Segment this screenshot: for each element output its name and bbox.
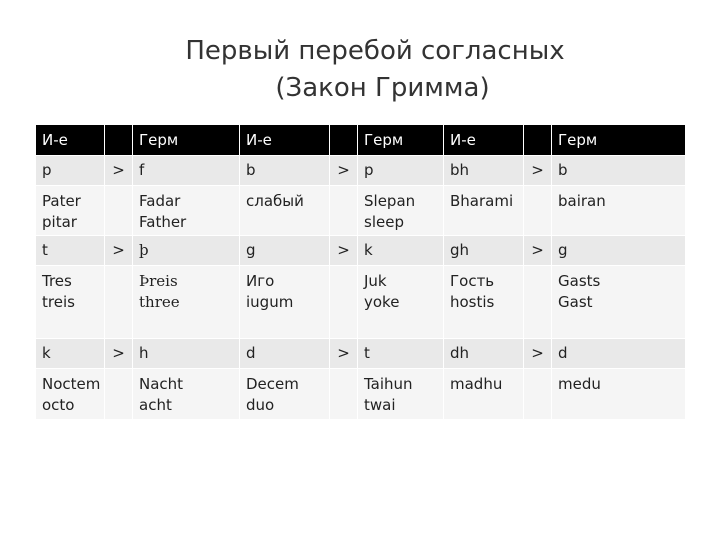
shift-arrow: > xyxy=(330,236,358,266)
example-word: Noctem xyxy=(42,375,101,393)
header-spacer xyxy=(330,125,358,156)
slide-title xyxy=(0,33,720,107)
example-word: medu xyxy=(558,375,601,393)
header-ie-2: И-е xyxy=(240,125,330,156)
example-word: Bharami xyxy=(450,192,514,210)
example-cell xyxy=(444,266,524,339)
example-word: hostis xyxy=(450,293,495,311)
germ-sound: h xyxy=(133,339,240,369)
example-cell xyxy=(358,266,444,339)
example-cell xyxy=(552,369,686,420)
example-cell xyxy=(240,266,330,339)
header-germ-3: Герм xyxy=(552,125,686,156)
ie-sound: b xyxy=(240,156,330,186)
ie-sound: bh xyxy=(444,156,524,186)
shift-arrow: > xyxy=(330,339,358,369)
example-cell xyxy=(133,266,240,339)
example-word: Þreis xyxy=(139,272,178,290)
germ-sound: t xyxy=(358,339,444,369)
sound-row-k xyxy=(36,339,686,369)
example-word: bairan xyxy=(558,192,606,210)
example-cell xyxy=(358,369,444,420)
example-word: iugum xyxy=(246,293,294,311)
example-cell xyxy=(133,369,240,420)
example-word: sleep xyxy=(364,213,404,231)
example-word: слабый xyxy=(246,192,304,210)
example-word: Taihun xyxy=(364,375,413,393)
header-spacer xyxy=(524,125,552,156)
example-cell xyxy=(36,266,105,339)
germ-sound: k xyxy=(358,236,444,266)
shift-arrow: > xyxy=(524,236,552,266)
example-word: octo xyxy=(42,396,75,414)
example-cell xyxy=(133,186,240,236)
title-line-2: (Закон Гримма) xyxy=(275,73,490,103)
header-spacer xyxy=(105,125,133,156)
example-word: Гость xyxy=(450,272,495,290)
example-word: madhu xyxy=(450,375,503,393)
sound-row-p xyxy=(36,156,686,186)
example-row-k xyxy=(36,369,686,420)
ie-sound: k xyxy=(36,339,105,369)
header-ie-1: И-е xyxy=(36,125,105,156)
example-row-t xyxy=(36,266,686,339)
example-cell xyxy=(36,186,105,236)
shift-arrow: > xyxy=(524,156,552,186)
example-word: Иго xyxy=(246,272,275,290)
germ-sound: f xyxy=(133,156,240,186)
example-word: Slepan xyxy=(364,192,416,210)
ie-sound: dh xyxy=(444,339,524,369)
example-word: Tres xyxy=(42,272,72,290)
title-line-1: Первый перебой согласных xyxy=(185,36,565,66)
example-word: Juk xyxy=(364,272,387,290)
ie-sound: p xyxy=(36,156,105,186)
example-word: Father xyxy=(139,213,187,231)
example-word: treis xyxy=(42,293,75,311)
example-word: pitar xyxy=(42,213,77,231)
example-word: Gasts xyxy=(558,272,601,290)
example-cell xyxy=(240,369,330,420)
shift-arrow: > xyxy=(105,339,133,369)
header-germ-2: Герм xyxy=(358,125,444,156)
grimm-law-table xyxy=(36,125,686,420)
example-word: Fadar xyxy=(139,192,181,210)
ie-sound: g xyxy=(240,236,330,266)
germ-sound: d xyxy=(552,339,686,369)
example-cell xyxy=(358,186,444,236)
example-cell xyxy=(444,186,524,236)
example-cell xyxy=(36,369,105,420)
sound-row-t xyxy=(36,236,686,266)
example-cell xyxy=(552,186,686,236)
shift-arrow: > xyxy=(524,339,552,369)
header-ie-3: И-е xyxy=(444,125,524,156)
shift-arrow: > xyxy=(105,236,133,266)
ie-sound: gh xyxy=(444,236,524,266)
empty-cell xyxy=(105,266,133,339)
empty-cell xyxy=(105,186,133,236)
shift-arrow: > xyxy=(105,156,133,186)
example-word: yoke xyxy=(364,293,400,311)
germ-sound: p xyxy=(358,156,444,186)
header-germ-1: Герм xyxy=(133,125,240,156)
example-word: Pater xyxy=(42,192,81,210)
example-cell xyxy=(552,266,686,339)
example-cell xyxy=(240,186,330,236)
example-word: twai xyxy=(364,396,396,414)
example-word: three xyxy=(139,293,180,311)
ie-sound: d xyxy=(240,339,330,369)
empty-cell xyxy=(105,369,133,420)
germ-sound: þ xyxy=(133,236,240,266)
empty-cell xyxy=(330,186,358,236)
example-cell xyxy=(444,369,524,420)
empty-cell xyxy=(524,266,552,339)
example-word: duo xyxy=(246,396,275,414)
header-row xyxy=(36,125,686,156)
empty-cell xyxy=(330,266,358,339)
example-word: Gast xyxy=(558,293,593,311)
ie-sound: t xyxy=(36,236,105,266)
germ-sound: g xyxy=(552,236,686,266)
example-word: acht xyxy=(139,396,172,414)
germ-sound: b xyxy=(552,156,686,186)
shift-arrow: > xyxy=(330,156,358,186)
empty-cell xyxy=(524,186,552,236)
example-row-p xyxy=(36,186,686,236)
example-word: Decem xyxy=(246,375,299,393)
empty-cell xyxy=(524,369,552,420)
empty-cell xyxy=(330,369,358,420)
example-word: Nacht xyxy=(139,375,184,393)
